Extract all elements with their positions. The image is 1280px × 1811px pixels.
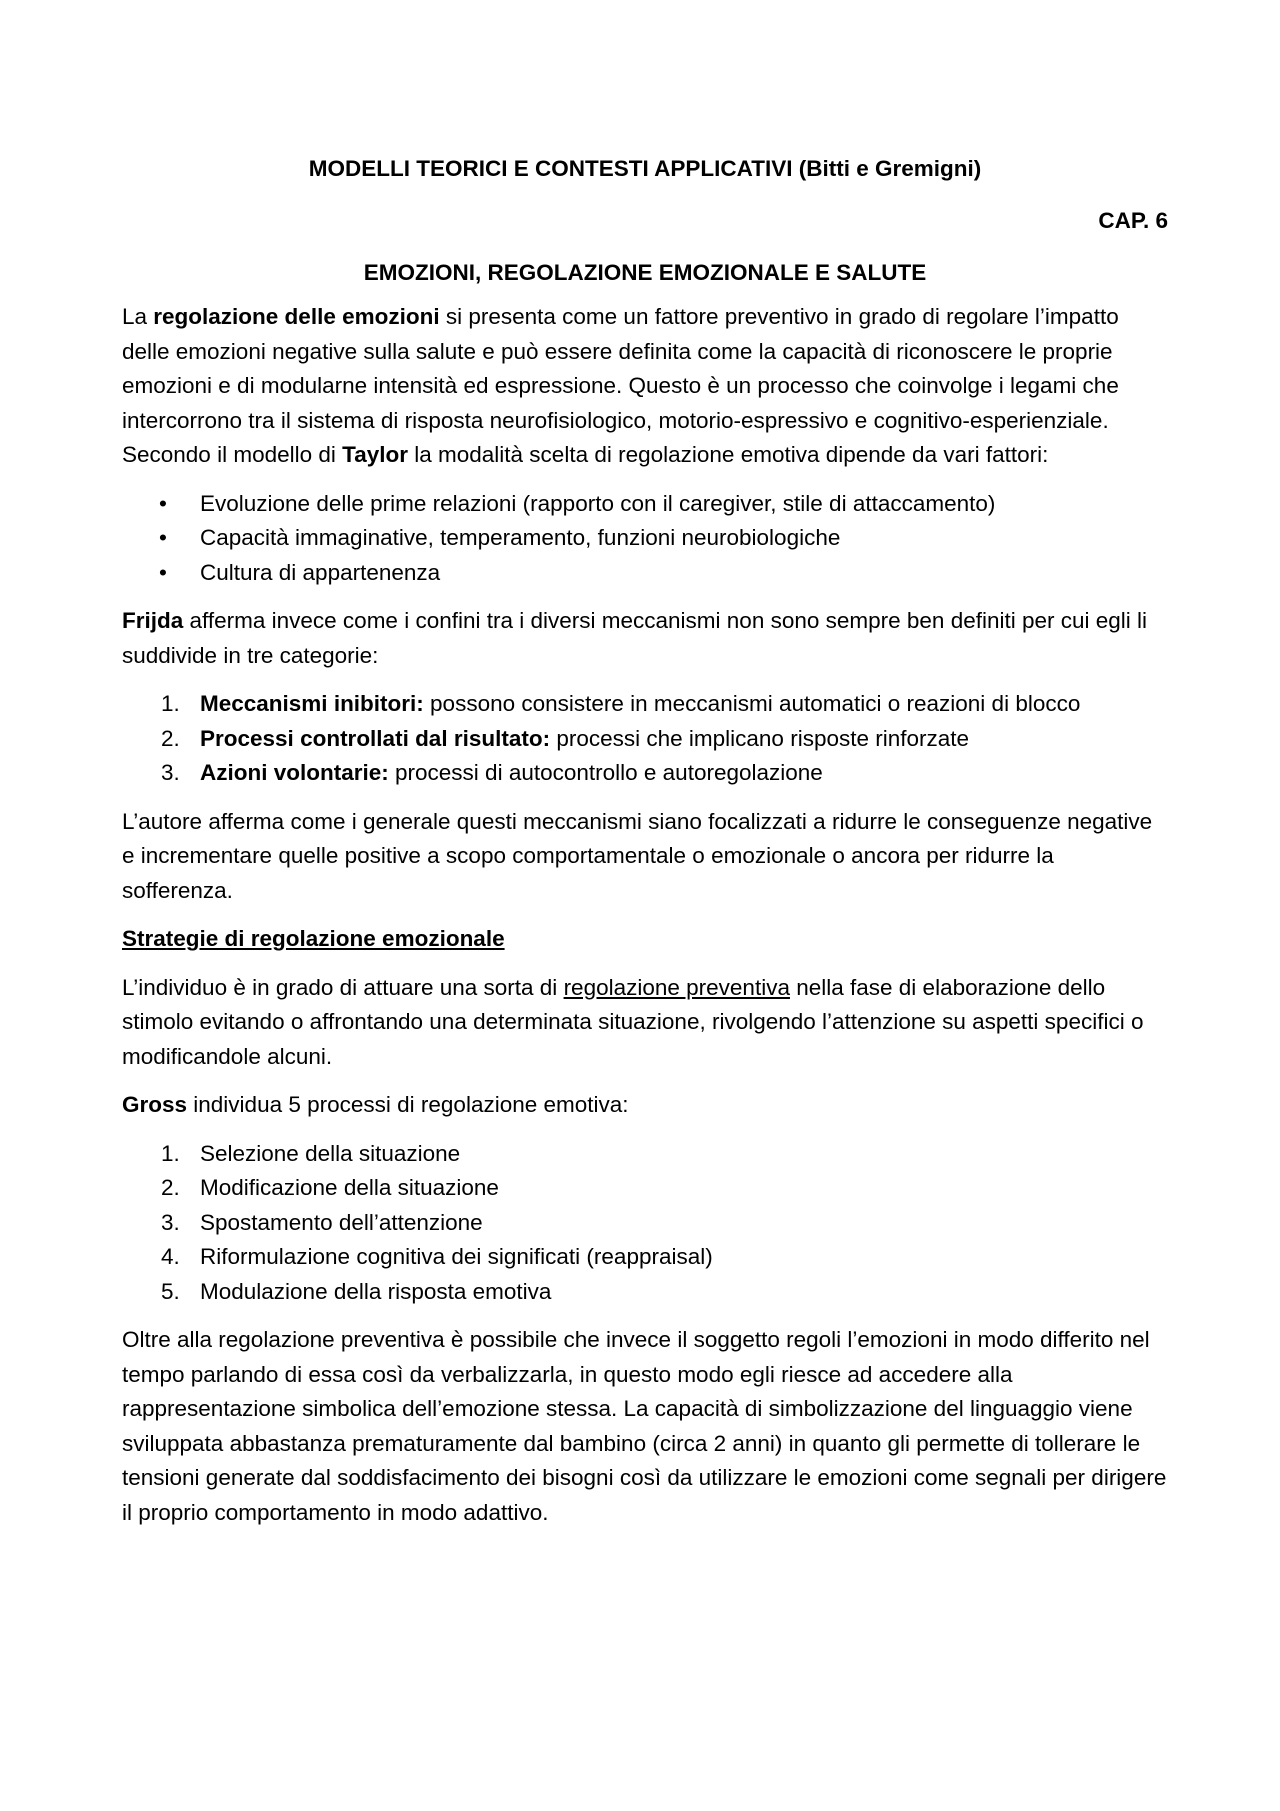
list-number: 1. — [161, 1140, 180, 1166]
list-item — [122, 556, 1168, 591]
bullet-icon: • — [159, 559, 167, 585]
list-item-text: Selezione della situazione — [200, 1140, 461, 1166]
underlined-term: regolazione preventiva — [563, 974, 790, 1000]
list-item — [122, 687, 1168, 722]
category-desc: possono consistere in meccanismi automatici o reazioni di blocco — [423, 691, 1081, 716]
list-item — [122, 487, 1168, 522]
section-title: EMOZIONI, REGOLAZIONE EMOZIONALE E SALUTE — [363, 260, 927, 285]
list-item-text: Modulazione della risposta emotiva — [200, 1278, 552, 1304]
list-item — [122, 521, 1168, 556]
list-number: 2. — [161, 725, 180, 751]
taylor-factors-list — [122, 487, 1168, 591]
gross-paragraph — [122, 1088, 1168, 1123]
list-number: 2. — [161, 1175, 180, 1200]
list-number: 3. — [161, 1209, 180, 1235]
list-item-text: Cultura di appartenenza — [200, 559, 441, 585]
text-run: si presenta come un fattore preventivo in grado di regolare l’impatto delle emozioni negative sulla salute e può essere definita come la capacità di riconoscere le proprie emozioni e di modularne intensità ed espressione. Questo è un processo che coinvolge i legami che intercorrono tra il sistema di risposta neurofisiologico, motorio-espressivo e cognitivo-esperienziale. Secondo il modello di — [122, 304, 1119, 467]
category-desc: processi che implicano risposte rinforzate — [550, 725, 970, 751]
text-run: la modalità scelta di regolazione emotiva dipende da vari fattori: — [408, 442, 1049, 467]
chapter-label: CAP. 6 — [1098, 208, 1168, 233]
category-term: Meccanismi inibitori: — [200, 691, 424, 716]
list-item-text: Capacità immaginative, temperamento, funzioni neurobiologiche — [200, 525, 841, 550]
bold-term: regolazione delle emozioni — [153, 304, 440, 329]
frijda-paragraph — [122, 604, 1168, 673]
author-name: Gross — [122, 1092, 188, 1117]
bullet-icon: • — [159, 525, 167, 550]
text-run: afferma invece come i confini tra i diversi meccanismi non sono sempre ben definiti per cui egli li suddivide in tre categorie: — [122, 608, 1148, 668]
text-run: L’individuo è in grado di attuare una sorta di — [122, 974, 564, 1000]
category-term: Azioni volontarie: — [200, 760, 389, 785]
frijda-categories-list — [122, 687, 1168, 791]
author-name: Taylor — [342, 442, 408, 467]
list-number: 4. — [161, 1244, 180, 1269]
text-run: nella fase di elaborazione dello stimolo evitando o affrontando una determinata situazione, rivolgendo l’attenzione su aspetti specifici o modificandole alcuni. — [122, 974, 1144, 1069]
intro-paragraph — [122, 300, 1168, 473]
author-paragraph: L’autore afferma come i generale questi meccanismi siano focalizzati a ridurre le conseguenze negative e incrementare quelle positive a scopo comportamentale o emozionale o ancora per ridurre la sofferenza. — [122, 808, 1153, 903]
text-run: La — [122, 304, 154, 329]
list-number: 3. — [161, 760, 180, 785]
list-item — [122, 1206, 1168, 1241]
list-item-text: Riformulazione cognitiva dei significati (reappraisal) — [200, 1244, 713, 1269]
prevention-paragraph — [122, 971, 1168, 1075]
category-desc: processi di autocontrollo e autoregolazione — [388, 760, 823, 785]
subheading-strategies: Strategie di regolazione emozionale — [122, 926, 505, 951]
document-title: MODELLI TEORICI E CONTESTI APPLICATIVI (Bitti e Gremigni) — [308, 156, 982, 181]
list-item — [122, 1137, 1168, 1172]
gross-processes-list — [122, 1137, 1168, 1310]
list-number: 5. — [161, 1278, 180, 1304]
list-number: 1. — [161, 691, 180, 716]
list-item — [122, 1275, 1168, 1310]
document-page — [122, 152, 1168, 1530]
category-term: Processi controllati dal risultato: — [200, 725, 551, 751]
list-item — [122, 1240, 1168, 1275]
list-item-text: Spostamento dell’attenzione — [200, 1209, 483, 1235]
list-item-text: Evoluzione delle prime relazioni (rapporto con il caregiver, stile di attaccamento) — [200, 490, 996, 516]
list-item — [122, 722, 1168, 757]
text-run: individua 5 processi di regolazione emotiva: — [187, 1092, 629, 1117]
list-item — [122, 756, 1168, 791]
closing-paragraph: Oltre alla regolazione preventiva è possibile che invece il soggetto regoli l’emozioni in modo differito nel tempo parlando di essa così da verbalizzarla, in questo modo egli riesce ad accedere alla rappresentazione simbolica dell’emozione stessa. La capacità di simbolizzazione del linguaggio viene sviluppata abbastanza prematuramente dal bambino (circa 2 anni) in quanto gli permette di tollerare le tensioni generate dal soddisfacimento dei bisogni così da utilizzare le emozioni come segnali per dirigere il proprio comportamento in modo adattivo. — [122, 1327, 1167, 1525]
list-item — [122, 1171, 1168, 1206]
bullet-icon: • — [159, 490, 167, 516]
author-name: Frijda — [122, 608, 184, 633]
list-item-text: Modificazione della situazione — [200, 1175, 499, 1200]
